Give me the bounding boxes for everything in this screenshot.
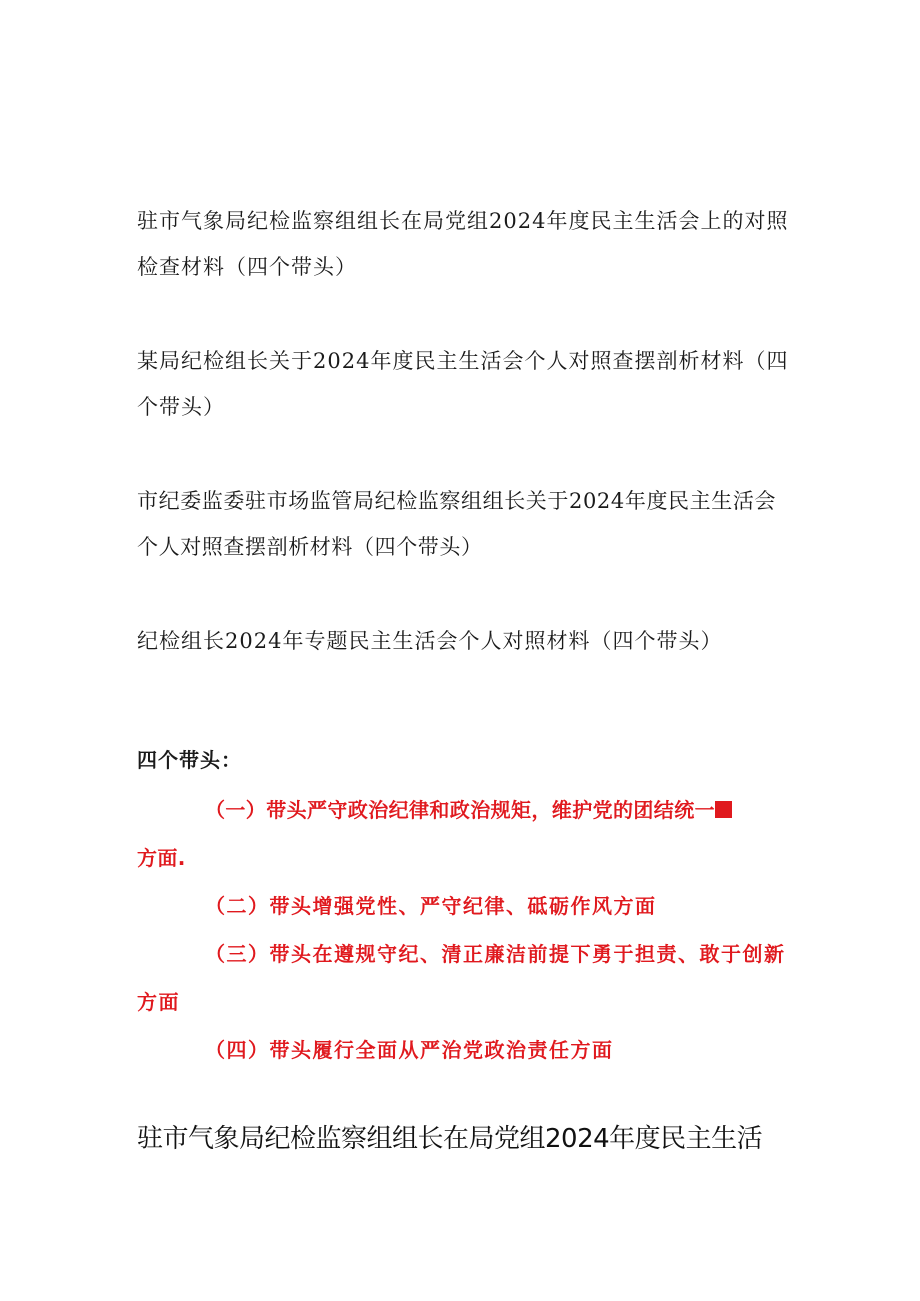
toc-item-3: 市纪委监委驻市场监管局纪检监察组组长关于2024年度民主生活会个人对照查摆剖析材料（四个带头） [137, 489, 777, 559]
toc-item-1: 驻市气象局纪检监察组组长在局党组2024年度民主生活会上的对照检查材料（四个带头） [137, 209, 789, 279]
point-3: （三）带头在遵规守纪、清正廉洁前提下勇于担责、敢于创新方面 [137, 942, 786, 1014]
body-title: 驻市气象局纪检监察组组长在局党组2024年度民主生活 [137, 1124, 763, 1154]
toc-item-2: 某局纪检组长关于2024年度民主生活会个人对照查摆剖析材料（四个带头） [137, 349, 789, 419]
toc-item-4: 纪检组长2024年专题民主生活会个人对照材料（四个带头） [137, 629, 723, 653]
point-1 [137, 786, 797, 882]
point-1-continuation: 方面. [137, 846, 186, 870]
point-1-text: （一）带头严守政治纪律和政治规矩，维护党的团结统一 [205, 798, 715, 822]
point-4: （四）带头履行全面从严治党政治责任方面 [205, 1038, 614, 1062]
red-square-mark-icon [715, 801, 732, 818]
table-of-contents [137, 198, 797, 712]
four-leads-section [137, 738, 797, 1074]
section-heading: 四个带头： [137, 748, 242, 772]
point-2: （二）带头增强党性、严守纪律、砥砺作风方面 [205, 894, 657, 918]
